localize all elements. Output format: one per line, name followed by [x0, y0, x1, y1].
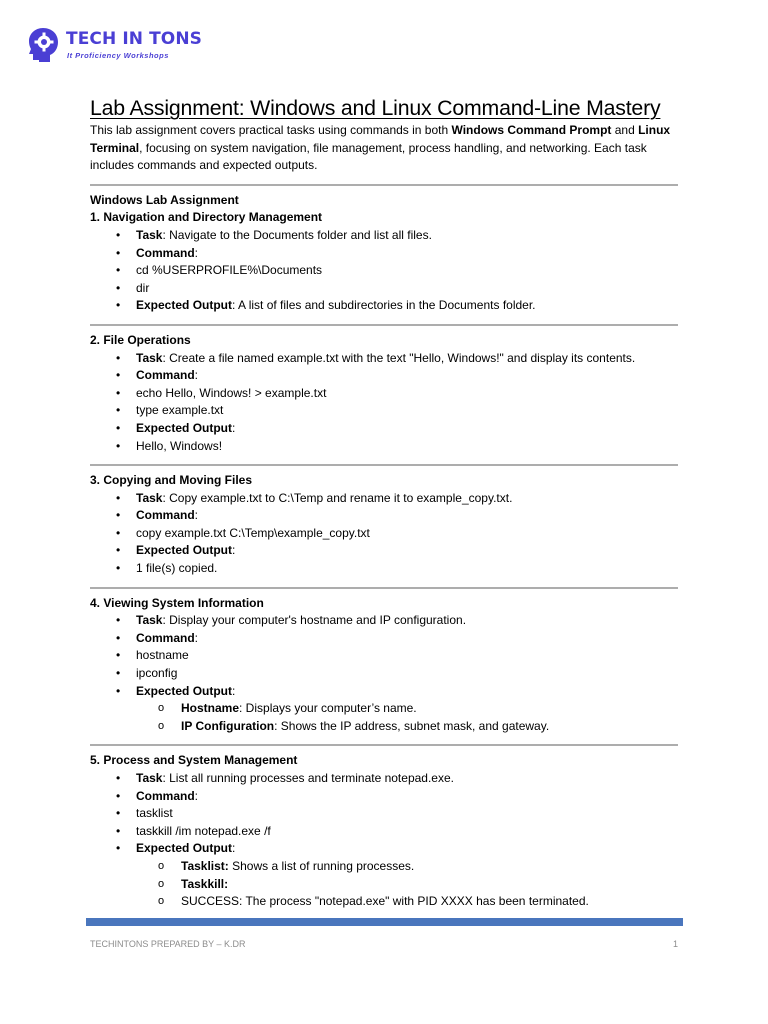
- list-item: [90, 525, 678, 543]
- section-divider: [90, 744, 678, 746]
- intro-text: and: [611, 123, 639, 137]
- sub-list-item: [90, 858, 678, 876]
- list-item: [90, 367, 678, 385]
- sub-bullet-list: [90, 700, 678, 735]
- task-text: : Display your computer's hostname and IP configuration.: [162, 613, 467, 628]
- brand-tagline: It Proficiency Workshops: [67, 51, 169, 60]
- sub-output-label: Hostname: [181, 701, 240, 716]
- section-copying-files: [90, 472, 678, 578]
- section-divider: [90, 587, 678, 589]
- output-suffix: :: [232, 420, 236, 435]
- output-suffix: :: [232, 683, 236, 698]
- command-label: Command: [136, 508, 195, 523]
- intro-text: , focusing on system navigation, file management, process handling, and networking. Each task includes commands and expected outputs.: [90, 140, 647, 173]
- output-text: : A list of files and subdirectories in the Documents folder.: [232, 298, 536, 313]
- task-label: Task: [136, 350, 163, 365]
- task-text: : Copy example.txt to C:\Temp and rename it to example_copy.txt.: [162, 490, 513, 505]
- task-text: : Create a file named example.txt with the text "Hello, Windows!" and display its contents.: [162, 350, 636, 365]
- output-label: Expected Output: [136, 298, 233, 313]
- intro-paragraph: [90, 122, 678, 175]
- intro-bold: Linux Terminal: [90, 123, 671, 155]
- document-body: [90, 94, 678, 928]
- output-line: 1 file(s) copied.: [136, 561, 218, 576]
- sub-output-text: : Shows the IP address, subnet mask, and gateway.: [274, 718, 550, 733]
- section-divider: [90, 464, 678, 466]
- section-divider: [90, 324, 678, 326]
- list-item: [90, 823, 678, 841]
- list-item: [90, 402, 678, 420]
- output-line: Hello, Windows!: [136, 438, 223, 453]
- document-title: Lab Assignment: Windows and Linux Command-Line Mastery: [90, 96, 661, 120]
- bullet-list: [90, 227, 678, 315]
- command-line: taskkill /im notepad.exe /f: [136, 823, 271, 838]
- sub-output-label: IP Configuration: [181, 718, 275, 733]
- output-suffix: :: [232, 543, 236, 558]
- windows-heading: Windows Lab Assignment: [90, 192, 239, 207]
- section-heading: 2. File Operations: [90, 332, 191, 347]
- command-line: type example.txt: [136, 403, 224, 418]
- bullet-list: [90, 490, 678, 578]
- list-item: [90, 507, 678, 525]
- task-text: : Navigate to the Documents folder and list all files.: [162, 227, 432, 242]
- command-line: copy example.txt C:\Temp\example_copy.txt: [136, 525, 370, 540]
- section-heading: 5. Process and System Management: [90, 753, 298, 768]
- sub-output-label: Taskkill:: [181, 876, 229, 891]
- list-item: [90, 297, 678, 315]
- list-item: [90, 438, 678, 456]
- command-line: cd %USERPROFILE%\Documents: [136, 263, 323, 278]
- sub-list-item: [90, 893, 678, 911]
- brand-name: TECH IN TONS: [66, 29, 203, 49]
- section-heading: 1. Navigation and Directory Management: [90, 210, 323, 225]
- command-label: Command: [136, 788, 195, 803]
- list-item: [90, 542, 678, 560]
- sub-output-text: Shows a list of running processes.: [228, 858, 415, 873]
- command-suffix: :: [194, 630, 199, 645]
- sub-output-text: SUCCESS: The process "notepad.exe" with PID XXXX has been terminated.: [181, 894, 589, 909]
- sub-output-text: : Displays your computer’s name.: [239, 701, 417, 716]
- command-line: dir: [136, 280, 150, 295]
- sub-output-label: Tasklist:: [181, 858, 229, 873]
- task-label: Task: [136, 227, 163, 242]
- footer-author: TECHINTONS PREPARED BY – K.DR: [90, 939, 246, 949]
- output-suffix: :: [232, 841, 236, 856]
- list-item: [90, 227, 678, 245]
- output-label: Expected Output: [136, 543, 233, 558]
- section-divider: [90, 184, 678, 186]
- task-label: Task: [136, 771, 163, 785]
- section-heading: 4. Viewing System Information: [90, 595, 264, 610]
- command-suffix: :: [194, 788, 199, 803]
- section-process-management: [90, 752, 678, 910]
- list-item: [90, 280, 678, 298]
- command-suffix: :: [194, 245, 199, 260]
- sub-bullet-list: [90, 858, 678, 911]
- footer-bar: [86, 918, 683, 926]
- list-item: [90, 262, 678, 280]
- list-item: [90, 840, 678, 858]
- list-item: [90, 647, 678, 665]
- command-label: Command: [136, 245, 195, 260]
- sub-list-item: [90, 700, 678, 718]
- list-item: [90, 350, 678, 368]
- list-item: [90, 420, 678, 438]
- list-item: [90, 612, 678, 630]
- command-line: hostname: [136, 648, 189, 663]
- list-item: [90, 788, 678, 806]
- list-item: [90, 630, 678, 648]
- bullet-list: [90, 350, 678, 456]
- command-suffix: :: [194, 508, 199, 523]
- section-system-information: [90, 595, 678, 736]
- command-suffix: :: [194, 368, 199, 383]
- sub-list-item: [90, 718, 678, 736]
- command-label: Command: [136, 368, 195, 383]
- bullet-list: [90, 612, 678, 700]
- bullet-list: [90, 770, 678, 858]
- list-item: [90, 770, 678, 788]
- intro-text: This lab assignment covers practical tasks using commands in both: [90, 123, 452, 137]
- section-navigation: [90, 209, 678, 315]
- command-line: echo Hello, Windows! > example.txt: [136, 385, 327, 400]
- list-item: [90, 683, 678, 701]
- list-item: [90, 560, 678, 578]
- section-heading: 3. Copying and Moving Files: [90, 473, 253, 488]
- task-text: : List all running processes and terminate notepad.exe.: [162, 771, 454, 785]
- page-number: 1: [672, 939, 678, 949]
- list-item: [90, 805, 678, 823]
- output-label: Expected Output: [136, 841, 233, 856]
- intro-bold: Windows Command Prompt: [451, 123, 612, 137]
- brain-gear-icon: [26, 27, 60, 63]
- output-label: Expected Output: [136, 683, 233, 698]
- section-file-operations: [90, 332, 678, 455]
- command-line: tasklist: [136, 806, 173, 821]
- command-line: ipconfig: [136, 666, 178, 681]
- list-item: [90, 490, 678, 508]
- command-label: Command: [136, 630, 195, 645]
- task-label: Task: [136, 613, 163, 628]
- list-item: [90, 245, 678, 263]
- sub-list-item: [90, 876, 678, 894]
- list-item: [90, 385, 678, 403]
- list-item: [90, 665, 678, 683]
- task-label: Task: [136, 490, 163, 505]
- output-label: Expected Output: [136, 420, 233, 435]
